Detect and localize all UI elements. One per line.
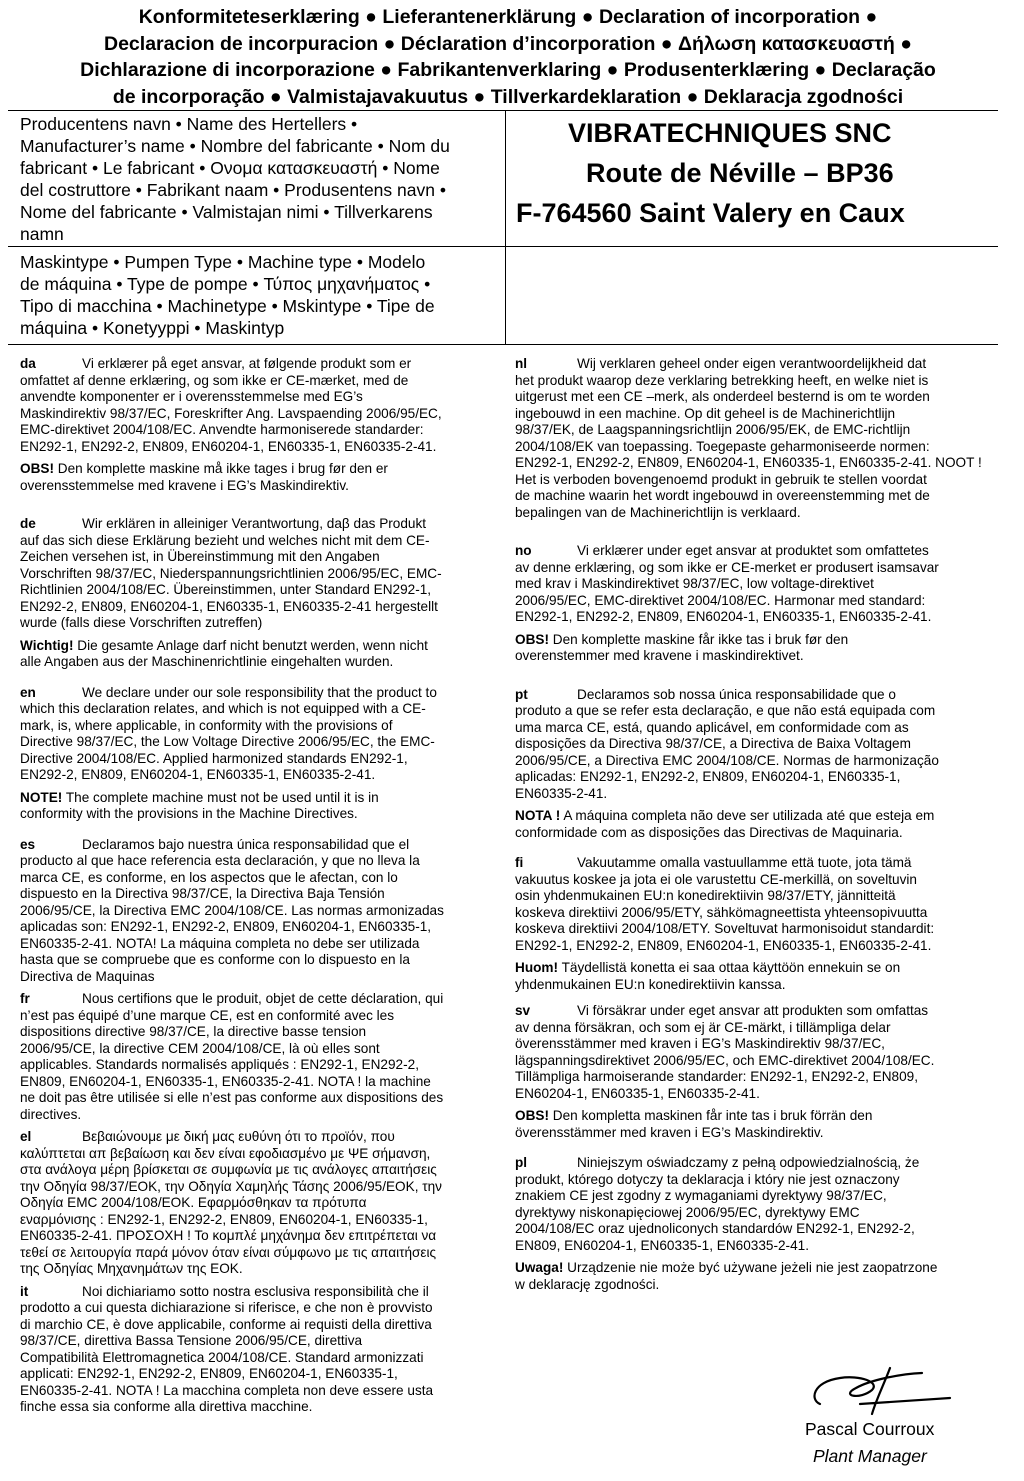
declaration-line (515, 1020, 993, 1037)
declaration-line (515, 356, 993, 373)
declaration-line (20, 1284, 498, 1301)
declaration-text: bepalingen van de Machinerichtlijn is verklaard. (515, 504, 801, 520)
declaration-line (20, 615, 498, 632)
declaration-text: 2004/108/EC oraz ujednoliconych standardów EN292-1, EN292-2, (515, 1221, 915, 1236)
declaration-note (20, 790, 498, 823)
declaration-text: Compatibilità Elettromagnetica 2004/108/CE. Standard armonizzati (20, 1349, 424, 1365)
note-text: overenstemmer med kravene i maskindirektivet. (515, 648, 804, 663)
note-label: Wichtig! (20, 637, 74, 653)
declaration-text: EN60335-2-41. NOTA ! La macchina completa non deve essere usta (20, 1382, 434, 1398)
declaration-line (20, 439, 498, 456)
note-text: Die gesamte Anlage darf nicht benutzt werden, wenn nicht (77, 637, 428, 653)
declaration-note (20, 638, 498, 671)
declaration-line (515, 1238, 993, 1255)
declaration-text: 98/37/EK, de Laagspanningsrichtlijn 2006/95/EK, de EMC-richtlijn (515, 422, 911, 437)
declaration-line (20, 1057, 498, 1074)
declaration-text: Vi erklærer på eget ansvar, at følgende produkt som er (82, 356, 412, 371)
declaration-text: Βεβαιώνουμε με δική μας ευθύνη ότι το προϊόν, που (82, 1129, 395, 1144)
language-code: sv (515, 1003, 531, 1018)
note-line (20, 790, 498, 807)
declaration-line (20, 389, 498, 406)
declaration-title (8, 4, 1008, 110)
declaration-line (20, 991, 498, 1008)
declaration-line (20, 422, 498, 439)
declaration-line (515, 373, 993, 390)
declaration-line (515, 422, 993, 439)
declaration-line (20, 685, 498, 702)
note-text: Den komplette maskine får ikke tas i bruk før den (552, 631, 849, 647)
declaration-line (20, 533, 498, 550)
language-code: pl (515, 1155, 528, 1170)
language-code: it (20, 1283, 29, 1299)
declaration-line (20, 373, 498, 390)
declaration-text: EN60335-2-41. NOTA! La máquina completa no debe ser utilizada (20, 935, 420, 951)
declaration-pt (515, 687, 993, 842)
declaration-text: Vorschriften 98/37/EC, Niederspannungsrichtlinien 2006/95/EC, EMC- (20, 565, 442, 581)
declaration-text: Het is verboden bovengenoemd produkt in gebruik te stellen voordat (515, 471, 927, 487)
language-code: en (20, 684, 36, 700)
declaration-line (20, 1008, 498, 1025)
declaration-text: osin yhdenmukainen EU:n konedirektiivin 98/37/ETY, jännitteitä (515, 888, 896, 903)
declaration-line (20, 1146, 498, 1163)
declaration-line (20, 1107, 498, 1124)
declaration-text: med krav i Maskindirektivet 98/37/EC, low voltage-direktivet (515, 576, 874, 591)
declaration-line (515, 736, 993, 753)
note-text: alle Angaben aus der Maschinenrichtlinie eingehalten wurden. (20, 654, 394, 669)
declaration-line (515, 769, 993, 786)
declaration-line (20, 751, 498, 768)
declaration-text: EN292-2, EN809, EN60204-1, EN60335-1, EN60335-2-41 hergestellt (20, 598, 438, 614)
declaration-line (20, 701, 498, 718)
declaration-text: av denne erklæring, og som ikke er CE-merket er produsert isamsavar (515, 559, 939, 575)
language-code: pt (515, 686, 528, 702)
note-label: Huom! (515, 960, 559, 975)
declaration-line (20, 1366, 498, 1383)
identification-table (8, 110, 998, 345)
declaration-line (515, 472, 993, 489)
declaration-line (515, 1172, 993, 1189)
declaration-line (20, 1383, 498, 1400)
declaration-line (515, 1205, 993, 1222)
declaration-line (20, 1350, 498, 1367)
declaration-line (20, 1212, 498, 1229)
note-line (20, 638, 498, 655)
declaration-text: EN809, EN60204-1, EN60335-1, EN60335-2-41. NOTA ! la machine (20, 1073, 431, 1089)
declaration-line (20, 936, 498, 953)
declaration-text: produto a que se refer esta declaração, e que não está equipada com (515, 703, 936, 718)
declaration-text: uitgerust met een CE –merk, als onderdeel besternd is om te worden (515, 389, 930, 404)
declaration-text: 2006/95/CE, a Directiva EMC 2004/108/CE. Normas de harmonização (515, 752, 939, 768)
machine-type-label: Maskintype • Pumpen Type • Machine type • Modelo de máquina • Type de pompe • Τύπος μηχανήματος • Tipo di macchina • Machinetype • Mskintype • Tipe de máquina • Konetyyppi • Maskintyp (20, 252, 435, 338)
declaration-text: EN60335-2-41. (515, 785, 608, 801)
note-line (515, 977, 993, 994)
declaration-nl (515, 356, 993, 521)
declaration-note (20, 461, 498, 494)
manufacturer-value: VIBRATECHNIQUES SNC Route de Néville – BP36 F-764560 Saint Valery en Caux (516, 118, 905, 228)
declaration-line (20, 853, 498, 870)
language-code: fr (20, 991, 30, 1006)
declaration-text: aplicadas son: EN292-1, EN292-2, EN809, EN60204-1, EN60335-1, (20, 919, 432, 934)
note-text: överensstämmer med kraven i EG’s Maskindirektiv. (515, 1124, 824, 1140)
declaration-text: hasta que se compruebe que es conforme con lo dispuesto en la (20, 952, 410, 967)
declaration-line (515, 406, 993, 423)
declaration-de (20, 516, 498, 671)
declaration-text: Niniejszym oświadczamy z pełną odpowiedzialnością, że (577, 1155, 920, 1170)
language-code: nl (515, 356, 528, 371)
declaration-text: di marchio CE, è dove applicabile, conforme ai requisti della direttiva (20, 1316, 432, 1332)
note-text: yhdenmukainen EU:n konedirektiivin kanssa. (515, 976, 786, 992)
note-line (515, 632, 993, 649)
note-label: OBS! (515, 1108, 549, 1123)
note-text: Den komplette maskine må ikke tages i brug før den er (57, 461, 388, 476)
declaration-line (20, 599, 498, 616)
declaration-text: Vi försäkrar under eget ansvar att produkten som omfattas (577, 1003, 929, 1018)
declaration-text: καλύπτεται απ βεβαίωση και δεν είναι εφοδιασμένο με ΨΕ σήμανση, (20, 1145, 431, 1161)
declaration-line (20, 566, 498, 583)
declaration-line (20, 837, 498, 854)
language-code: no (515, 543, 532, 558)
declaration-line (515, 1069, 993, 1086)
declaration-text: znakiem CE jest zgodny z wymaganiami dyrektywy 98/37/EC, (515, 1188, 887, 1203)
note-line (20, 654, 498, 671)
declaration-line (20, 870, 498, 887)
note-text: conformidade com as disposições das Directivas de Maquinaria. (515, 824, 903, 840)
note-text: Den kompletta maskinen får inte tas i bruk förrän den (552, 1108, 873, 1123)
declaration-line (515, 753, 993, 770)
declaration-text: EMC-direktivet 2004/108/EC. Anvendte harmoniserede standarder: (20, 422, 424, 437)
declaration-text: finche essa sia conforme alla direttiva macchine. (20, 1399, 313, 1414)
declaration-text: auf das sich diese Erklärung bezieht und welches nicht mit dem CE- (20, 532, 430, 548)
declaration-line (20, 1179, 498, 1196)
declarations-right-column (515, 356, 993, 1293)
note-line (515, 1125, 993, 1142)
declaration-line (515, 938, 993, 955)
declaration-text: Directive 2004/108/EC. Applied harmonized standards EN292-1, (20, 750, 408, 766)
declaration-text: Directive 98/37/EC, the Low Voltage Directive 2006/95/EC, the EMC- (20, 734, 435, 749)
declaration-line (515, 703, 993, 720)
table-column-divider (505, 111, 506, 345)
note-line (515, 1108, 993, 1125)
note-text: The complete machine must not be used until it is in (65, 789, 379, 805)
declaration-text: Maskindirektiv 98/37/EC, Foreskrifter Ang. Lavspaending 2006/95/EC, (20, 405, 442, 421)
declaration-line (20, 516, 498, 533)
title-line: Declaracion de incorpuracion ● Déclaration d’incorporation ● Δήλωση κατασκευαστή ● (104, 32, 912, 55)
declaration-line (515, 1221, 993, 1238)
declaration-text: Οδηγία EMC 2004/108/ΕΟΚ. Εφαρμόσθηκαν τα πρότυπα (20, 1195, 367, 1210)
declaration-line (515, 439, 993, 456)
note-text: conformity with the provisions in the Machine Directives. (20, 806, 358, 821)
declaration-note (515, 960, 993, 993)
declaration-line (515, 720, 993, 737)
declaration-text: We declare under our sole responsibility that the product to (82, 684, 437, 700)
declaration-line (20, 1317, 498, 1334)
declaration-text: 2006/95/CE, la Directiva EMC 2004/108/CE. Las normas armonizadas (20, 902, 444, 918)
declaration-text: vakuutus koskee ja jota ei ole varustettu CE-merkillä, on soveltuvin (515, 871, 917, 887)
declaration-text: Directiva de Maquinas (20, 968, 155, 984)
declaration-line (515, 488, 993, 505)
declarations-left-column (20, 356, 498, 1416)
declaration-line (515, 609, 993, 626)
declaration-text: EN292-1, EN292-2, EN809, EN60204-1, EN60335-1, EN60335-2-41. (20, 438, 437, 454)
declaration-text: n’est pas équipé d’une marque CE, est en conformité avec les (20, 1007, 395, 1023)
declaration-text: Vi erklærer under eget ansvar at produktet som omfattetes (577, 543, 929, 558)
declaration-text: directives. (20, 1106, 82, 1122)
declaration-text: Richtlinien 2004/108/EC. Übereinstimmen, unter Standard EN292-1, (20, 582, 432, 597)
declaration-text: producto al que hace referencia esta declaración, y que no lleva la (20, 853, 420, 868)
note-text: w deklarację zgodności. (515, 1276, 660, 1292)
declaration-note (515, 632, 993, 665)
declaration-line (20, 1333, 498, 1350)
declaration-text: Wij verklaren geheel onder eigen verantwoordelijkheid dat (577, 356, 927, 371)
title-line: Konformiteteserklæring ● Lieferantenerklärung ● Declaration of incorporation ● (138, 6, 878, 28)
declaration-line (20, 734, 498, 751)
declaration-text: 2006/95/EC, EMC-direktivet 2004/108/EC. Harmonar med standard: (515, 592, 926, 608)
declaration-text: disposições da Directiva 98/37/CE, a Directiva de Baixa Voltagem (515, 736, 911, 751)
declaration-text: aplicadas: EN292-1, EN292-2, EN809, EN60204-1, EN60335-1, (515, 769, 901, 784)
note-label: NOTA ! (515, 808, 561, 823)
declaration-line (20, 582, 498, 599)
declaration-text: Declaramos sob nossa única responsabilidade que o (577, 686, 896, 702)
declaration-text: EN292-1, EN292-2, EN809, EN60204-1, EN60335-1, EN60335-2-41. NOOT ! (515, 455, 982, 470)
declaration-line (515, 455, 993, 472)
declaration-line (515, 1086, 993, 1103)
declaration-pl (515, 1155, 993, 1293)
signatory-role: Plant Manager (813, 1446, 927, 1466)
declaration-text: prodotto a cui questa dichiarazione si riferisce, e che non è provvisto (20, 1300, 433, 1315)
title-line: de incorporação ● Valmistajavakuutus ● Tillverkardeklaration ● Deklaracja zgodności (112, 85, 904, 108)
declaration-line (20, 767, 498, 784)
declaration-line (20, 1245, 498, 1262)
declaration-text: EN60335-2-41. ΠΡΟΣΟΧΗ ! Το κομπλέ μηχάνημα δεν επιτρέπεται να (20, 1228, 437, 1243)
declaration-sv (515, 1003, 993, 1141)
declaration-text: lägspanningsdirektivet 2006/95/EC, och EMC-direktivet 2004/108/EC. (515, 1052, 935, 1068)
note-line (515, 648, 993, 665)
note-line (20, 478, 498, 495)
declaration-line (515, 1003, 993, 1020)
declaration-text: 2004/108/EK van toepassing. Toegepaste geharmoniseerde normen: (515, 438, 930, 454)
declaration-text: ne doit pas être utilisée si elle n’est pas conforme aux dispositions des (20, 1090, 444, 1105)
note-label: NOTE! (20, 789, 63, 805)
language-code: de (20, 516, 36, 531)
declaration-line (515, 560, 993, 577)
declaration-fr (20, 991, 498, 1123)
note-label: OBS! (20, 461, 54, 476)
note-text: Urządzenie nie może być używane jeżeli nie jest zaopatrzone (567, 1260, 938, 1275)
declaration-text: ingebouwd in een machine. Op dit geheel is de Machinerichtlijn (515, 405, 896, 421)
note-label: OBS! (515, 631, 549, 647)
note-line (515, 825, 993, 842)
declaration-text: Wir erklären in alleiniger Verantwortung, daβ das Produkt (82, 516, 427, 531)
declaration-line (515, 593, 993, 610)
declaration-text: dyrektywy niskonapięciowej 2006/95/EC, dyrektywy EMC (515, 1204, 860, 1220)
declaration-text: Vakuutamme omalla vastuullamme että tuote, jota tämä (577, 855, 912, 870)
declaration-line (20, 952, 498, 969)
declaration-text: EN60204-1, EN60335-1, EN60335-2-41. (515, 1085, 760, 1101)
note-line (515, 960, 993, 977)
machine-type-value (513, 251, 993, 341)
declaration-line (20, 886, 498, 903)
declaration-text: στα ανάλογα μέρη βρίσκεται σε συμφωνία με τις ανάλογες απαιτήσεις (20, 1162, 437, 1177)
declaration-line (515, 1053, 993, 1070)
declaration-line (20, 1300, 498, 1317)
declaration-line (20, 1041, 498, 1058)
declaration-line (515, 687, 993, 704)
declaration-line (515, 389, 993, 406)
declaration-da (20, 356, 498, 494)
declaration-line (515, 543, 993, 560)
declaration-text: de machine waarin het wordt ingebouwd in overeenstemming met de (515, 488, 930, 503)
declaration-text: 2006/95/CE, la directive CEM 2004/108/CE, là où elles sont (20, 1040, 380, 1056)
note-line (515, 1277, 993, 1294)
declaration-line (20, 1228, 498, 1245)
declaration-es (20, 837, 498, 986)
declaration-line (515, 505, 993, 522)
declaration-el (20, 1129, 498, 1278)
declaration-text: Tillämpliga harmoiserande standarder: EN292-1, EN292-2, EN809, (515, 1069, 918, 1084)
declaration-note (515, 1108, 993, 1141)
declaration-text: koskeva direktiivi 2004/108/ETY. Soveltuvat harmonisoidut standardit: (515, 921, 935, 936)
declaration-text: anvendte komponenter er i overensstemmelse med EG’s (20, 389, 363, 404)
declaration-line (20, 1162, 498, 1179)
declaration-line (20, 969, 498, 986)
declaration-line (20, 356, 498, 373)
declaration-note (515, 1260, 993, 1293)
declaration-line (515, 1155, 993, 1172)
declaration-line (20, 1129, 498, 1146)
declaration-text: Declaramos bajo nuestra única responsabilidad que el (82, 836, 410, 852)
declaration-text: dispuesto en la Directiva 98/37/CE, la Directiva Baja Tensión (20, 886, 385, 901)
declaration-line (20, 1090, 498, 1107)
note-label: Uwaga! (515, 1260, 564, 1275)
declaration-text: Noi dichiariamo sotto nostra esclusiva responsibilità che il (82, 1283, 429, 1299)
declaration-it (20, 1284, 498, 1416)
declaration-text: marca CE, es conforme, en los aspectos que le afectan, con lo (20, 869, 398, 885)
declaration-line (20, 718, 498, 735)
declaration-text: EN292-1, EN292-2, EN809, EN60204-1, EN60335-1, EN60335-2-41. (515, 937, 932, 953)
note-line (20, 461, 498, 478)
note-text: Täydellistä konetta ei saa ottaa käyttöön ennekuin se on (561, 960, 901, 975)
note-line (515, 1260, 993, 1277)
declaration-text: της Οδηγίας Μηχανημάτων της ΕΟΚ. (20, 1261, 243, 1276)
declaration-text: dispositions directive 98/37/CE, la directive basse tension (20, 1024, 367, 1039)
declaration-text: EN292-2, EN809, EN60204-1, EN60335-1, EN60335-2-41. (20, 767, 376, 782)
note-line (515, 808, 993, 825)
declaration-text: την Οδηγία 98/37/ΕΟΚ, την Οδηγία Χαμηλής Τάσης 2006/95/ΕΟΚ, την (20, 1178, 442, 1194)
declaration-fi (515, 855, 993, 993)
declaration-text: EN292-1, EN292-2, EN809, EN60204-1, EN60335-1, EN60335-2-41. (515, 609, 932, 624)
declaration-line (20, 549, 498, 566)
title-line: Dichlarazione di incorporazione ● Fabrikantenverklaring ● Produsenterklæring ● Declaração (80, 59, 936, 81)
note-text: A máquina completa não deve ser utilizada até que esteja em (563, 808, 935, 823)
note-text: overensstemmelse med kravene i EG’s Maskindirektiv. (20, 477, 349, 493)
declaration-line (20, 1399, 498, 1416)
declaration-line (515, 1036, 993, 1053)
declaration-text: överensstämmer med kraven i EG’s Maskindirektiv 98/37/EC, (515, 1036, 885, 1051)
language-code: da (20, 356, 36, 371)
declaration-text: Zeichen versehen ist, in Übereinstimmung mit den Angaben (20, 549, 380, 564)
declaration-text: mark, is, where applicable, in conformity with the provisions of (20, 717, 393, 733)
declaration-text: applicati: EN292-1, EN292-2, EN809, EN60204-1, EN60335-1, (20, 1366, 398, 1381)
declaration-line (20, 919, 498, 936)
declaration-line (20, 1195, 498, 1212)
declaration-text: τεθεί σε λειτουργία παρά μόνον όταν είναι σύμφωνο με τις απαιτήσεις (20, 1244, 437, 1260)
declaration-text: applicables. Standards normalisés appliqués : EN292-1, EN292-2, (20, 1057, 419, 1072)
declaration-line (515, 786, 993, 803)
language-code: es (20, 836, 36, 852)
declaration-text: omfattet af denne erklæring, og som ikke er CE-mærket, med de (20, 372, 409, 388)
language-code: fi (515, 855, 524, 870)
declaration-text: Nous certifions que le produit, objet de cette déclaration, qui (82, 991, 444, 1006)
declaration-text: wurde (falls diese Vorschriften zutreffen) (20, 615, 263, 630)
declaration-line (20, 903, 498, 920)
signatory-name: Pascal Courroux (805, 1419, 935, 1439)
declaration-text: het produkt waarop deze verklaring betrekking heeft, en welke niet is (515, 372, 929, 388)
declaration-line (515, 872, 993, 889)
language-code: el (20, 1129, 32, 1144)
table-divider (8, 344, 998, 345)
signature-graphic (800, 1360, 980, 1420)
manufacturer-label: Producentens navn • Name des Hertellers • Manufacturer’s name • Nombre del fabricante • Nom du fabricant • Le fabricant • Ονομα κατασκευαστή • Nome del costruttore • Fabrikant naam • Produsentens navn • Nome del fabricante • Valmistajan nimi • Tillverkarens namn (20, 114, 450, 244)
note-line (20, 806, 498, 823)
declaration-en (20, 685, 498, 823)
declaration-text: koskeva direktiivi 2006/95/ETY, sähkömagneettista yhteensopivuutta (515, 904, 928, 920)
declaration-line (515, 1188, 993, 1205)
declaration-line (515, 576, 993, 593)
declaration-line (20, 406, 498, 423)
declaration-note (515, 808, 993, 841)
declaration-line (20, 1074, 498, 1091)
declaration-text: produkt, którego dotyczy ta deklaracja i który nie jest oznaczony (515, 1171, 900, 1187)
declaration-text: which this declaration relates, and which is not equipped with a CE- (20, 701, 426, 716)
declaration-line (20, 1024, 498, 1041)
declaration-line (515, 855, 993, 872)
declaration-line (515, 921, 993, 938)
declaration-no (515, 543, 993, 665)
declaration-text: 98/37/CE, direttiva Bassa Tensione 2006/95/CE, direttiva (20, 1333, 363, 1348)
declaration-text: uma marca CE, está, quando aplicável, em conformidade com as (515, 719, 909, 735)
table-divider (8, 246, 998, 247)
declaration-line (515, 905, 993, 922)
declaration-text: EN809, EN60204-1, EN60335-1, EN60335-2-41. (515, 1237, 809, 1253)
declaration-line (515, 888, 993, 905)
declaration-line (20, 1261, 498, 1278)
declaration-text: εναρμόνισης : EN292-1, EN292-2, EN809, EN60204-1, EN60335-1, (20, 1211, 428, 1227)
declaration-text: av denna försäkran, och som ej är CE-märkt, i tillämpliga delar (515, 1019, 891, 1035)
